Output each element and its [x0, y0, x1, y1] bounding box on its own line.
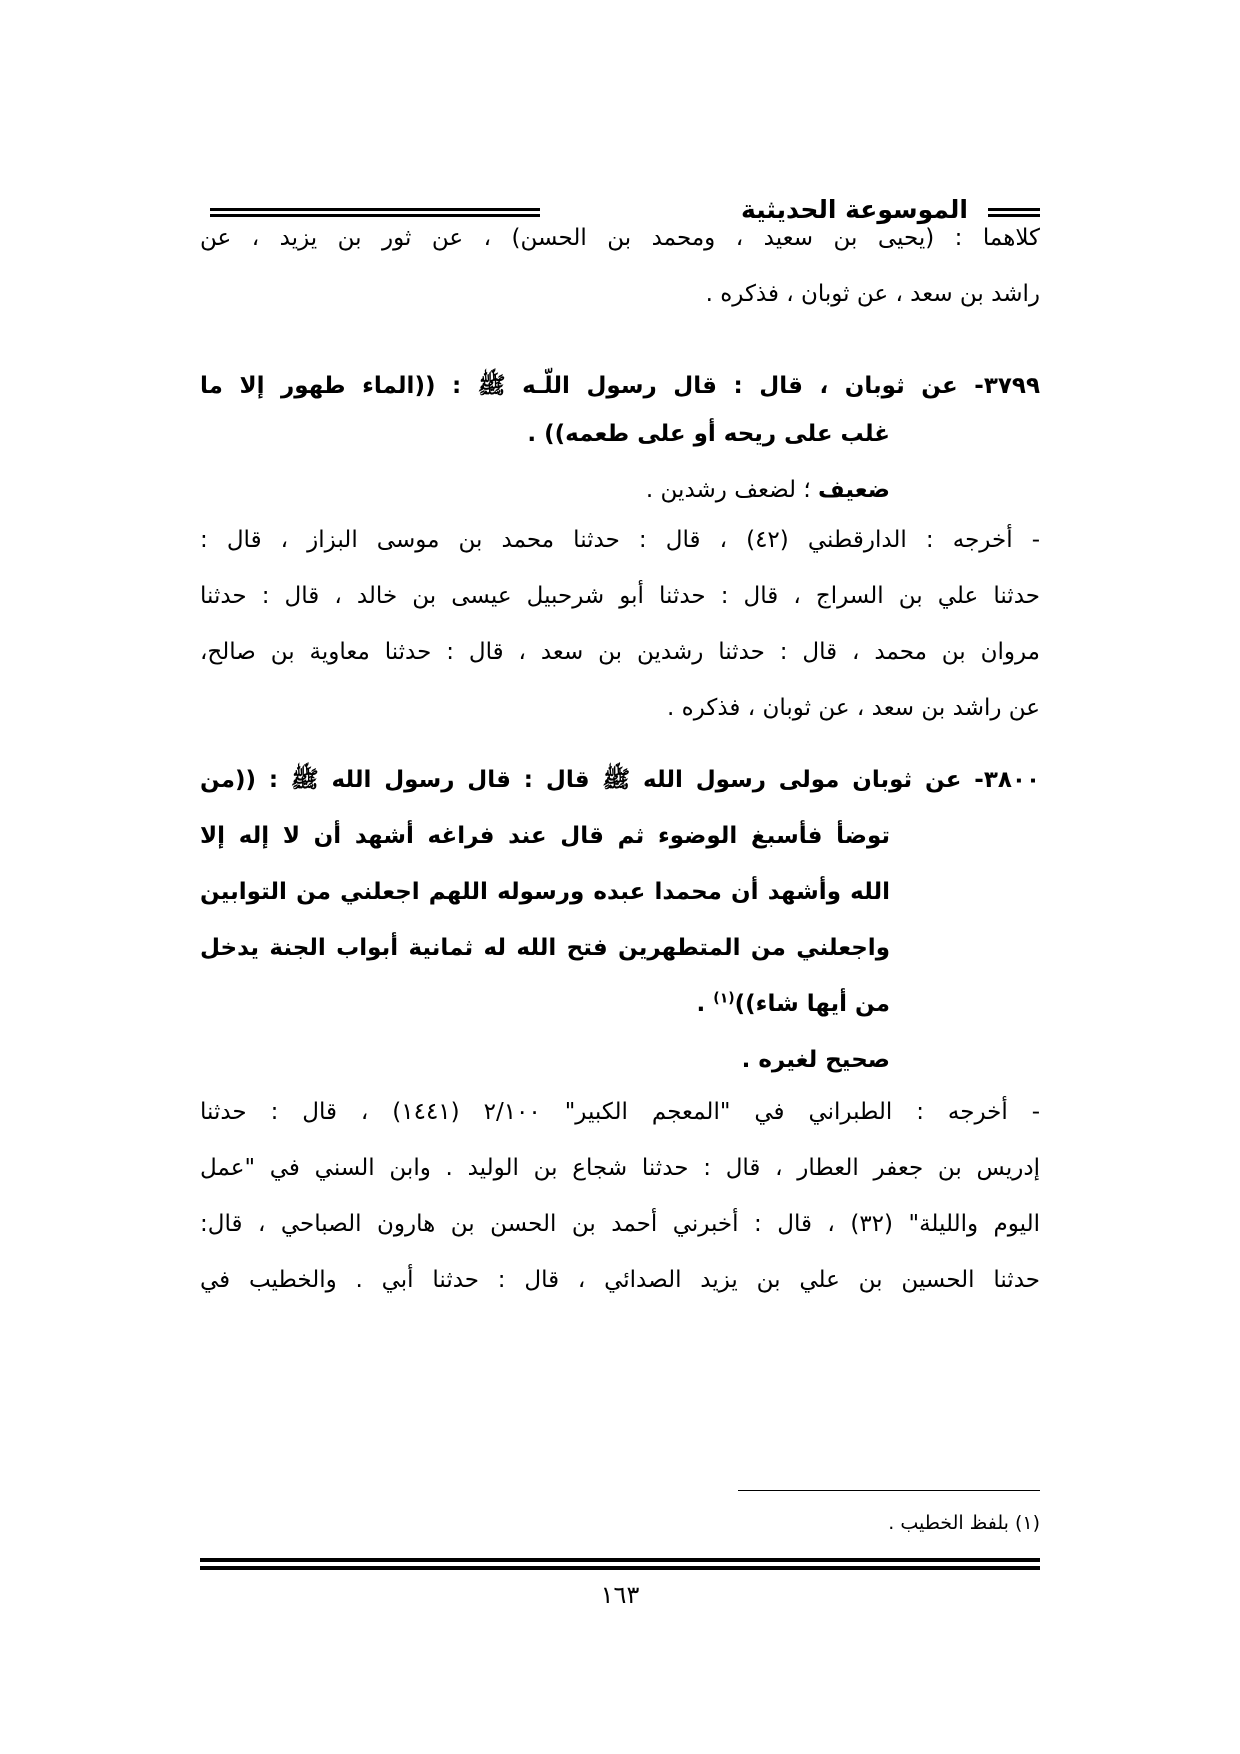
takhrij-3800 — [200, 1084, 1040, 1308]
footnote-separator — [738, 1490, 1040, 1491]
hadith-3799-cont — [200, 406, 890, 462]
hadith-line: توضأ فأسبغ الوضوء ثم قال عند فراغه أشهد أن لا إله إلا — [200, 823, 890, 849]
text-line: - أخرجه : الدارقطني (٤٢) ، قال : حدثنا محمد بن موسى البزاز ، قال : — [200, 527, 1040, 553]
hadith-3800-cont — [200, 808, 890, 1032]
hadith-line: الله وأشهد أن محمدا عبده ورسوله اللهم اجعلني من التوابين — [200, 879, 890, 905]
continuation-paragraph — [200, 210, 1040, 322]
hadith-line-last — [200, 976, 890, 1032]
grade-label: صحيح لغيره . — [741, 1047, 890, 1073]
bottom-rule — [200, 1558, 1040, 1562]
header-title: الموسوعة الحديثية — [741, 195, 968, 224]
text-line: حدثنا علي بن السراج ، قال : حدثنا أبو شرحبيل عيسى بن خالد ، قال : حدثنا — [200, 583, 1040, 609]
text-line: عن راشد بن سعد ، عن ثوبان ، فذكره . — [667, 695, 1040, 721]
text-line: - أخرجه : الطبراني في "المعجم الكبير" ٢/١٠٠ (١٤٤١) ، قال : حدثنا — [200, 1099, 1041, 1125]
text-line: إدريس بن جعفر العطار ، قال : حدثنا شجاع بن الوليد . وابن السني في "عمل — [200, 1155, 1040, 1181]
grade-reason: ؛ لضعف رشدين . — [645, 477, 811, 503]
footnote-reference[interactable]: (١) — [713, 990, 735, 1007]
footnote: (١) بلفظ الخطيب . — [888, 1512, 1040, 1534]
hadith-line: واجعلني من المتطهرين فتح الله له ثمانية أبواب الجنة يدخل — [200, 935, 890, 961]
text-line: كلاهما : (يحيى بن سعيد ، ومحمد بن الحسن) ، عن ثور بن يزيد ، عن — [200, 225, 1040, 251]
takhrij-3799 — [200, 512, 1040, 736]
hadith-line-text: من أيها شاء)) — [734, 991, 890, 1017]
hadith-3800 — [200, 752, 1040, 808]
bottom-rule-2 — [200, 1566, 1040, 1570]
hadith-line: غلب على ريحه أو على طعمه)) . — [527, 421, 890, 447]
text-line: اليوم والليلة" (٣٢) ، قال : أخبرني أحمد بن الحسن بن هارون الصباحي ، قال: — [200, 1211, 1041, 1237]
text-line: مروان بن محمد ، قال : حدثنا رشدين بن سعد ، قال : حدثنا معاوية بن صالح، — [200, 639, 1040, 665]
grade-3800 — [200, 1032, 890, 1088]
text-line: حدثنا الحسين بن علي بن يزيد الصدائي ، قال : حدثنا أبي . والخطيب في — [200, 1267, 1040, 1293]
grade-label: ضعيف — [818, 477, 890, 503]
grade-3799 — [200, 462, 890, 518]
hadith-line: ٣٨٠٠- عن ثوبان مولى رسول الله ﷺ قال : قال رسول الله ﷺ : ((من — [200, 767, 1040, 793]
page-number: ١٦٣ — [600, 1581, 640, 1609]
hadith-line: ٣٧٩٩- عن ثوبان ، قال : قال رسول اللّـه ﷺ : ((الماء طهور إلا ما — [200, 373, 1040, 399]
end-mark: . — [696, 991, 714, 1017]
text-line: راشد بن سعد ، عن ثوبان ، فذكره . — [705, 281, 1040, 307]
